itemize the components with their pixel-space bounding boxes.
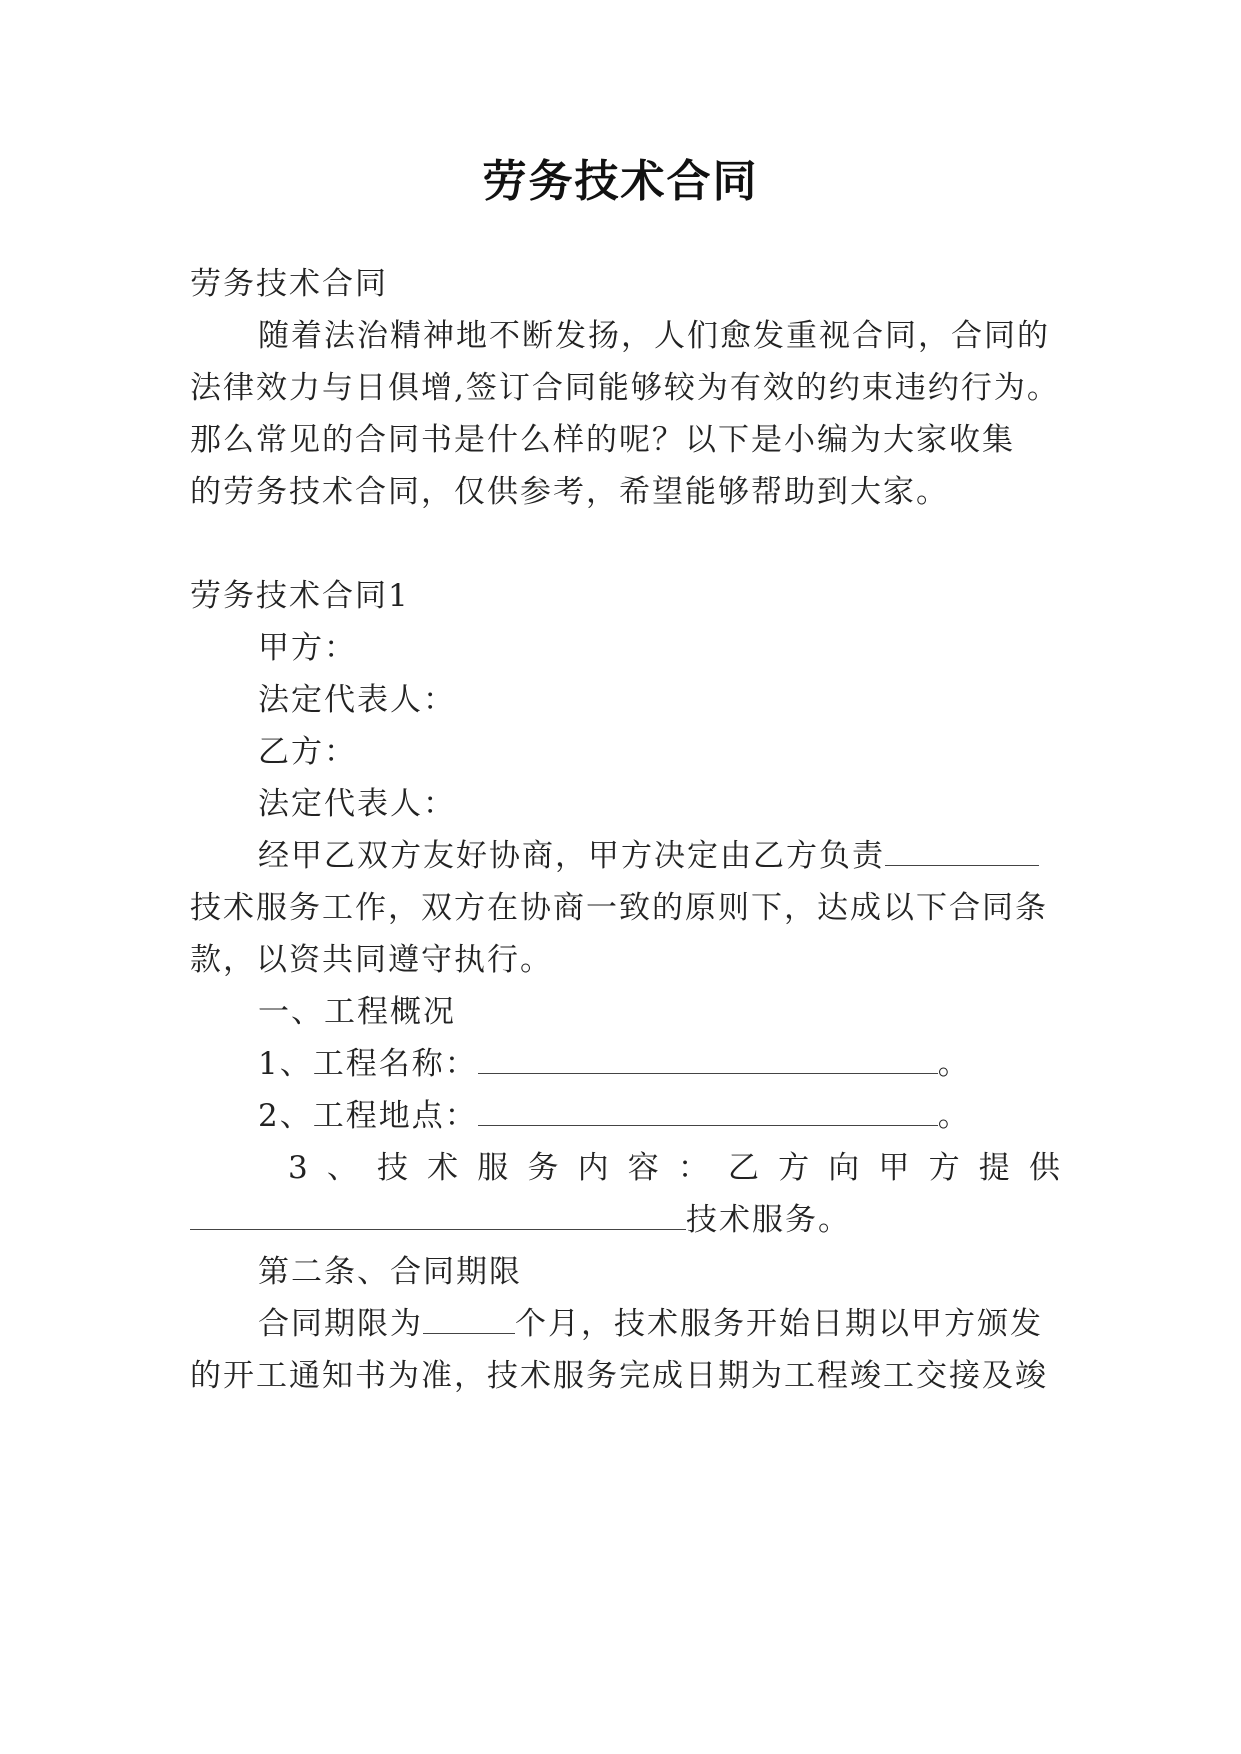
term-line-2: 的开工通知书为准，技术服务完成日期为工程竣工交接及竣 [190,1358,1048,1394]
blank-service-content-field [190,1201,686,1230]
blank-project-location-field [478,1097,938,1126]
party-a-label: 甲方： [258,630,357,666]
item-3-char: 务 [527,1150,559,1186]
item-3-char: 向 [828,1150,860,1186]
item-1-line [258,1044,1060,1084]
agreement-line-2: 技术服务工作，双方在协商一致的原则下，达成以下合同条 [190,890,1048,926]
item-3-char: 提 [978,1150,1010,1186]
blank-project-name-field [478,1045,938,1074]
item-3-char: 容 [627,1150,659,1186]
blank-service-field [885,837,1039,866]
item-3-char: 乙 [728,1150,759,1186]
item-3-line-2 [190,1200,1060,1240]
legal-rep-a-label: 法定代表人： [258,682,456,718]
item-3-char: 供 [1028,1150,1060,1186]
item-3-char: 服 [477,1150,509,1186]
item-3-char: 内 [577,1150,609,1186]
item-3-char: 术 [427,1150,459,1186]
agreement-line-3: 款，以资共同遵守执行。 [190,942,553,978]
term-line-1 [258,1304,1060,1344]
item-3-char: 甲 [878,1150,910,1186]
item-2-label: 2、工程地点： [258,1098,478,1134]
term-text-1b: 个月，技术服务开始日期以甲方颁发 [515,1306,1043,1342]
term-text-1a: 合同期限为 [258,1306,423,1342]
article-2-title: 第二条、合同期限 [258,1254,522,1290]
intro-line-2: 法律效力与日俱增,签订合同能够较为有效的约束违约行为。 [190,370,1060,406]
item-3-char: ： [677,1150,709,1186]
section-heading: 劳务技术合同1 [190,578,410,614]
item-2-line [258,1096,1060,1136]
item-1-label: 1、工程名称： [258,1046,478,1082]
document-heading: 劳务技术合同 [190,266,388,302]
item-3-char: 方 [928,1150,960,1186]
blank-months-field [423,1305,515,1334]
intro-line-4: 的劳务技术合同，仅供参考，希望能够帮助到大家。 [190,474,949,510]
agreement-line-1 [258,836,1060,876]
item-2-end: 。 [937,1098,971,1134]
item-3-line [288,1148,1060,1188]
intro-line-3: 那么常见的合同书是什么样的呢？以下是小编为大家收集 [190,422,1015,458]
party-b-label: 乙方： [258,734,357,770]
document-title: 劳务技术合同 [482,156,759,207]
item-3-char: 方 [778,1150,810,1186]
section-1-title: 一、工程概况 [258,994,456,1030]
item-1-end: 。 [937,1046,971,1082]
agreement-text-1: 经甲乙双方友好协商，甲方决定由乙方负责 [258,838,885,874]
item-3-char: 、 [326,1150,358,1186]
legal-rep-b-label: 法定代表人： [258,786,456,822]
item-3-char: 技 [377,1150,409,1186]
item-3-char: 3 [288,1150,308,1186]
intro-line-1: 随着法治精神地不断发扬，人们愈发重视合同，合同的 [258,318,1050,354]
item-3-end: 技术服务。 [686,1202,851,1238]
